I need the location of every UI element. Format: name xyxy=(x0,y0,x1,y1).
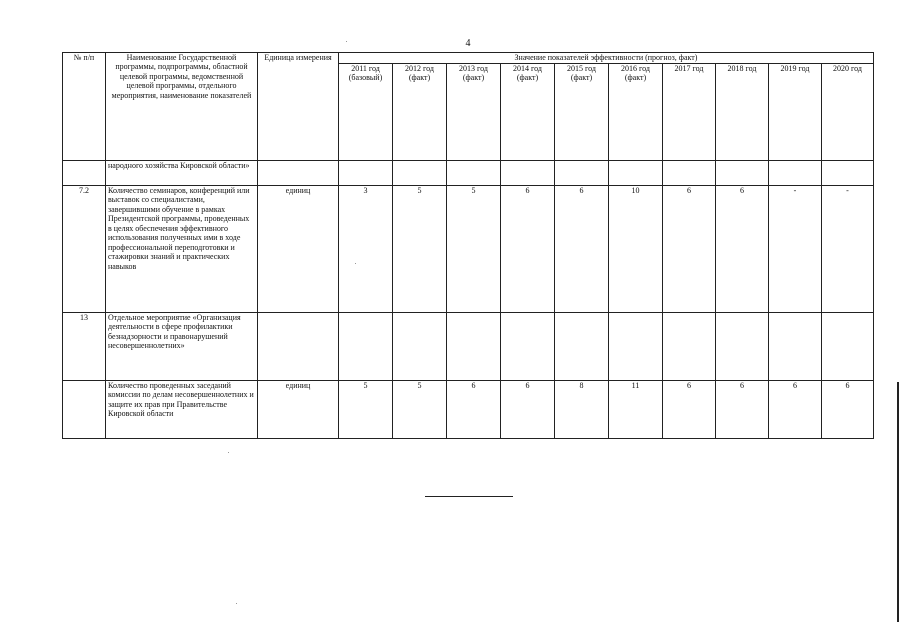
row-name: народного хозяйства Кировской области» xyxy=(106,161,258,186)
scan-speck xyxy=(346,41,347,42)
row-value xyxy=(339,161,393,186)
table-row xyxy=(63,313,874,381)
header-year: 2020 год xyxy=(822,64,874,161)
header-year: 2016 год (факт) xyxy=(609,64,663,161)
row-unit: единиц xyxy=(258,381,339,439)
row-unit xyxy=(258,313,339,381)
row-unit xyxy=(258,161,339,186)
header-values-group: Значение показателей эффективности (прогноз, факт) xyxy=(339,53,874,64)
row-value xyxy=(501,161,555,186)
row-value: 8 xyxy=(555,381,609,439)
row-num xyxy=(63,161,106,186)
row-value xyxy=(339,313,393,381)
row-value: 6 xyxy=(822,381,874,439)
row-value xyxy=(501,313,555,381)
row-value xyxy=(663,161,716,186)
table-row xyxy=(63,381,874,439)
row-name: Количество проведенных заседаний комиссии по делам несовершеннолетних и защите их прав при Правительстве Кировской области xyxy=(106,381,258,439)
header-year: 2019 год xyxy=(769,64,822,161)
row-value xyxy=(555,313,609,381)
row-name: Отдельное мероприятие «Организация деятельности в сфере профилактики безнадзорности и правонарушений несовершеннолетних» xyxy=(106,313,258,381)
row-value xyxy=(447,313,501,381)
row-value xyxy=(769,161,822,186)
header-num: № п/п xyxy=(63,53,106,161)
row-value xyxy=(822,161,874,186)
row-value xyxy=(822,313,874,381)
row-value: 6 xyxy=(663,186,716,313)
row-num: 7.2 xyxy=(63,186,106,313)
row-value xyxy=(716,313,769,381)
page-number: 4 xyxy=(465,38,471,49)
row-name: Количество семинаров, конференций или выставок со специалистами, завершившими обучение в рамках Президентской программы, проведенных в целях обеспечения эффективного использования полученных ими в ходе профессиональной переподготовки и стажировки знаний и практических навыков xyxy=(106,186,258,313)
row-unit: единиц xyxy=(258,186,339,313)
row-value xyxy=(716,161,769,186)
row-value: 6 xyxy=(555,186,609,313)
row-value: 10 xyxy=(609,186,663,313)
scan-speck xyxy=(355,263,356,264)
header-unit: Единица измерения xyxy=(258,53,339,161)
row-value: 5 xyxy=(393,381,447,439)
header-year: 2017 год xyxy=(663,64,716,161)
row-value: 6 xyxy=(447,381,501,439)
header-name: Наименование Государственной программы, подпрограммы, областной целевой программы, ведомственной целевой программы, отдельного мероприятия, наименование показателей xyxy=(106,53,258,161)
scan-edge-line xyxy=(897,382,899,622)
row-value: 5 xyxy=(339,381,393,439)
header-row-1 xyxy=(63,53,874,64)
table-row xyxy=(63,186,874,313)
row-value: 6 xyxy=(769,381,822,439)
row-value: 11 xyxy=(609,381,663,439)
header-year: 2013 год (факт) xyxy=(447,64,501,161)
row-value xyxy=(447,161,501,186)
header-year: 2018 год xyxy=(716,64,769,161)
header-year: 2012 год (факт) xyxy=(393,64,447,161)
row-num: 13 xyxy=(63,313,106,381)
end-of-document-rule xyxy=(425,496,513,497)
scan-speck xyxy=(236,603,237,604)
row-num xyxy=(63,381,106,439)
row-value xyxy=(393,313,447,381)
header-year: 2011 год (базовый) xyxy=(339,64,393,161)
row-value xyxy=(769,313,822,381)
row-value xyxy=(609,161,663,186)
row-value: 6 xyxy=(501,186,555,313)
row-value: - xyxy=(822,186,874,313)
row-value: 6 xyxy=(501,381,555,439)
row-value: 3 xyxy=(339,186,393,313)
row-value: 5 xyxy=(447,186,501,313)
scan-speck xyxy=(228,452,229,453)
row-value xyxy=(555,161,609,186)
performance-indicators-table xyxy=(62,52,874,439)
row-value: 6 xyxy=(663,381,716,439)
row-value xyxy=(609,313,663,381)
table-row xyxy=(63,161,874,186)
row-value: 6 xyxy=(716,186,769,313)
row-value: - xyxy=(769,186,822,313)
row-value xyxy=(393,161,447,186)
header-year: 2014 год (факт) xyxy=(501,64,555,161)
row-value xyxy=(663,313,716,381)
row-value: 6 xyxy=(716,381,769,439)
header-year: 2015 год (факт) xyxy=(555,64,609,161)
row-value: 5 xyxy=(393,186,447,313)
